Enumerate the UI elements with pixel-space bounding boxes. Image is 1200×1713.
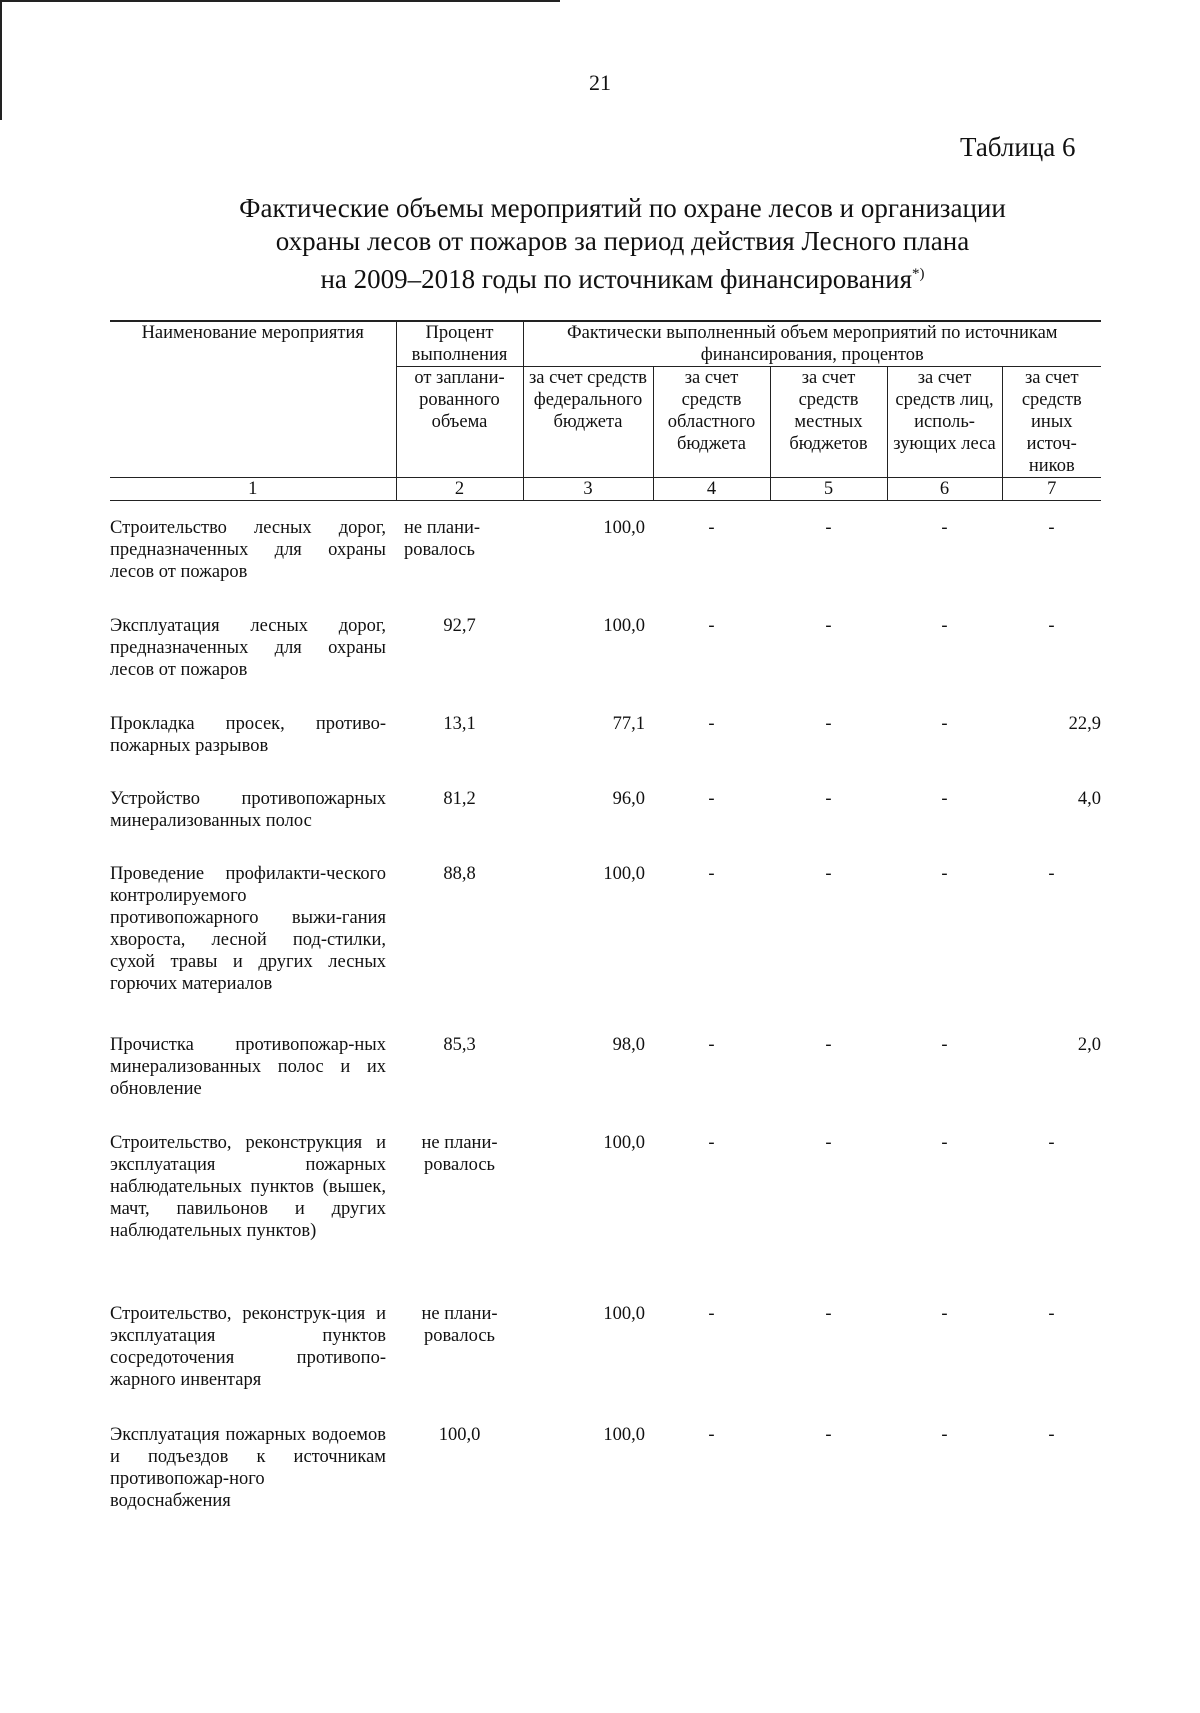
- regional-value: -: [708, 789, 715, 809]
- other-value: 4,0: [1077, 789, 1102, 809]
- federal-value: 100,0: [603, 616, 645, 636]
- activity-name: Эксплуатация лесных дорог, предназначенных для охраны лесов от пожаров: [110, 616, 386, 680]
- page-number: 21: [589, 70, 611, 95]
- activity-name: Устройство противопожарных минерализованных полос: [110, 789, 386, 831]
- header-activity-name: Наименование мероприятия: [110, 321, 396, 478]
- header-percent-top: Процент выполнения: [396, 321, 523, 367]
- title-line-2: охраны лесов от пожаров за период действия Лесного плана: [275, 226, 970, 256]
- other-value: -: [1048, 864, 1055, 884]
- federal-value: 96,0: [612, 789, 645, 809]
- table-row: [110, 1132, 1101, 1303]
- column-number: 6: [887, 478, 1002, 501]
- activity-name: Эксплуатация пожарных водоемов и подъездов к источникам противопожар-ного водоснабжения: [110, 1425, 386, 1511]
- table-row: [110, 1034, 1101, 1132]
- title-line-3-text: на 2009–2018 годы по источникам финансирования: [320, 264, 913, 294]
- other-value: 2,0: [1077, 1035, 1102, 1055]
- table-row: [110, 615, 1101, 713]
- header-federal: за счет средств федерального бюджета: [523, 367, 653, 478]
- plan-percent: 92,7: [443, 616, 476, 636]
- regional-value: -: [708, 616, 715, 636]
- plan-percent: 85,3: [443, 1035, 476, 1055]
- federal-value: 98,0: [612, 1035, 645, 1055]
- table-row: [110, 863, 1101, 1034]
- column-number: 7: [1002, 478, 1101, 501]
- plan-percent: 13,1: [443, 714, 476, 734]
- header-regional: за счет средств областного бюджета: [653, 367, 770, 478]
- plan-percent: не плани-ровалось: [421, 1304, 498, 1346]
- column-number: 1: [110, 478, 396, 501]
- title-line-3: [130, 258, 1115, 296]
- column-number: 2: [396, 478, 523, 501]
- regional-value: -: [708, 1133, 715, 1153]
- plan-percent: 100,0: [438, 1425, 481, 1445]
- users-value: -: [941, 1035, 948, 1055]
- regional-value: -: [708, 1035, 715, 1055]
- column-number: 5: [770, 478, 887, 501]
- activity-name: Строительство, реконструкция и эксплуатация пожарных наблюдательных пунктов (вышек, мачт, павильонов и других наблюдательных пунктов): [110, 1133, 386, 1241]
- regional-value: -: [708, 1425, 715, 1445]
- table-row: [110, 1303, 1101, 1424]
- local-value: -: [825, 518, 832, 538]
- local-value: -: [825, 1035, 832, 1055]
- users-value: -: [941, 789, 948, 809]
- other-value: -: [1048, 1425, 1055, 1445]
- header-percent-bottom: от заплани-рованного объема: [396, 367, 523, 478]
- column-number: 3: [523, 478, 653, 501]
- local-value: -: [825, 789, 832, 809]
- plan-percent: не плани-ровалось: [404, 518, 481, 560]
- table-row: [110, 517, 1101, 615]
- federal-value: 100,0: [603, 1304, 645, 1324]
- table-label: Таблица 6: [960, 132, 1076, 162]
- column-numbers-row: [110, 478, 1101, 501]
- regional-value: -: [708, 714, 715, 734]
- other-value: -: [1048, 616, 1055, 636]
- local-value: -: [825, 616, 832, 636]
- other-value: -: [1048, 1304, 1055, 1324]
- federal-value: 100,0: [603, 518, 645, 538]
- table-row: [110, 788, 1101, 863]
- page-title: [130, 192, 1115, 296]
- activity-name: Строительство, реконструк-ция и эксплуатация пунктов сосредоточения противопо-жарного инвентаря: [110, 1304, 386, 1390]
- regional-value: -: [708, 864, 715, 884]
- users-value: -: [941, 616, 948, 636]
- regional-value: -: [708, 518, 715, 538]
- local-value: -: [825, 1425, 832, 1445]
- header-other: за счет средств иных источ-ников: [1002, 367, 1101, 478]
- users-value: -: [941, 714, 948, 734]
- federal-value: 100,0: [603, 864, 645, 884]
- plan-percent: 88,8: [443, 864, 476, 884]
- scan-edge-left: [0, 0, 2, 120]
- activity-name: Прокладка просек, противо-пожарных разрывов: [110, 714, 386, 756]
- plan-percent: 81,2: [443, 789, 476, 809]
- column-number: 4: [653, 478, 770, 501]
- title-line-1: Фактические объемы мероприятий по охране лесов и организации: [239, 193, 1006, 223]
- header-local: за счет средств местных бюджетов: [770, 367, 887, 478]
- footnote-mark: *): [912, 266, 925, 282]
- header-users: за счет средств лиц, исполь-зующих леса: [887, 367, 1002, 478]
- plan-percent: не плани-ровалось: [421, 1133, 498, 1175]
- local-value: -: [825, 1133, 832, 1153]
- users-value: -: [941, 1304, 948, 1324]
- users-value: -: [941, 864, 948, 884]
- other-value: -: [1048, 1133, 1055, 1153]
- activities-table: [110, 320, 1101, 1522]
- table-row: [110, 713, 1101, 788]
- regional-value: -: [708, 1304, 715, 1324]
- scan-edge-top: [0, 0, 560, 2]
- local-value: -: [825, 1304, 832, 1324]
- federal-value: 100,0: [603, 1133, 645, 1153]
- federal-value: 77,1: [612, 714, 645, 734]
- other-value: 22,9: [1068, 714, 1102, 734]
- local-value: -: [825, 714, 832, 734]
- activity-name: Проведение профилакти-ческого контролируемого противопожарного выжи-гания хвороста, лесной под-стилки, сухой травы и других лесных горючих материалов: [110, 864, 386, 994]
- federal-value: 100,0: [603, 1425, 645, 1445]
- users-value: -: [941, 1425, 948, 1445]
- header-financing-group: Фактически выполненный объем мероприятий по источникам финансирования, процентов: [523, 321, 1101, 367]
- users-value: -: [941, 518, 948, 538]
- table-row: [110, 1424, 1101, 1522]
- users-value: -: [941, 1133, 948, 1153]
- activity-name: Прочистка противопожар-ных минерализованных полос и их обновление: [110, 1035, 386, 1099]
- other-value: -: [1048, 518, 1055, 538]
- activity-name: Строительство лесных дорог, предназначенных для охраны лесов от пожаров: [110, 518, 386, 582]
- local-value: -: [825, 864, 832, 884]
